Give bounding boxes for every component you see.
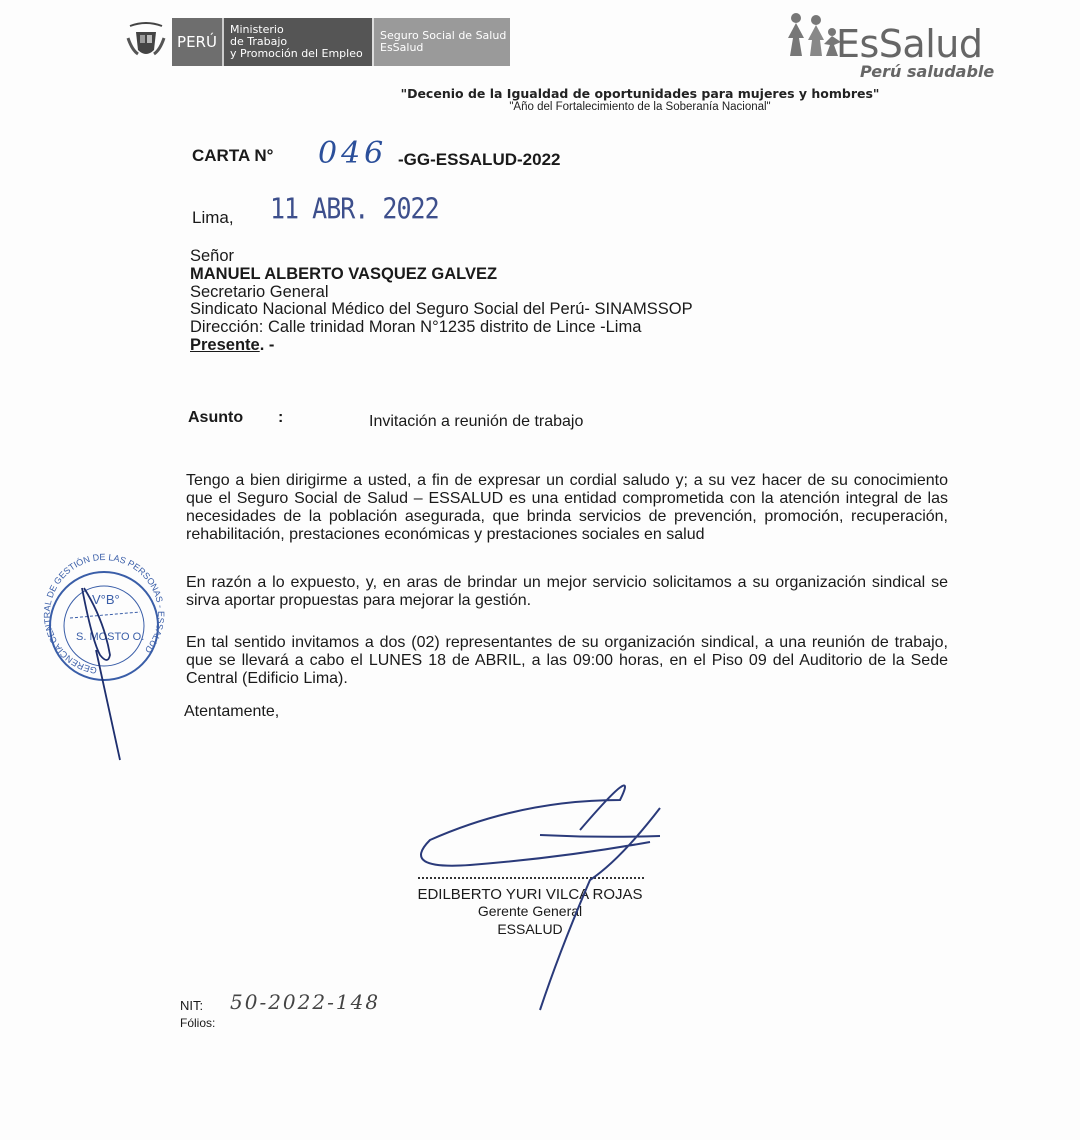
- essalud-logo-text: EsSalud: [836, 22, 983, 66]
- signer-role: Gerente General: [477, 903, 583, 919]
- ministerio-block: [224, 18, 374, 66]
- presente-label: Presente: [190, 335, 260, 354]
- essalud-block: [374, 18, 510, 66]
- nit-label: NIT:: [180, 998, 204, 1013]
- asunto-label: Asunto: [188, 409, 244, 426]
- signer-name: EDILBERTO YURI VILCA ROJAS: [417, 886, 643, 903]
- carta-label: CARTA N°: [192, 146, 274, 165]
- year-motto: "Año del Fortalecimiento de la Soberanía Nacional": [509, 101, 771, 113]
- body-paragraph: En tal sentido invitamos a dos (02) representantes de su organización sindical, a una reunión de trabajo, que se llevará a cabo el LUNES 18 de ABRIL, a las 09:00 horas, en el Piso 09 del Auditorio de la Sede Central (Edificio Lima).: [186, 634, 948, 687]
- closing: Atentamente,: [184, 703, 280, 720]
- government-header-bar: [124, 18, 510, 66]
- national-crest-icon: [124, 20, 168, 64]
- asunto-colon: :: [278, 409, 284, 426]
- date-stamp: 11 ABR. 2022: [270, 191, 439, 226]
- ministerio-line: y Promoción del Empleo: [230, 47, 363, 60]
- peru-block: [172, 18, 224, 66]
- carta-number-handwritten: 046: [318, 136, 388, 171]
- asunto-value: Invitación a reunión de trabajo: [369, 413, 584, 430]
- recipient-role: Secretario General: [190, 282, 329, 301]
- city-label: Lima,: [192, 208, 234, 227]
- recipient-block: [190, 248, 693, 355]
- approval-stamp: [42, 552, 166, 680]
- stamp-vb: V°B°: [92, 592, 120, 607]
- initials-signature: [82, 588, 120, 760]
- stamp-name: S. MOSTO O.: [76, 631, 145, 643]
- ministerio-line: Ministerio: [230, 23, 284, 36]
- salutation: Señor: [190, 247, 235, 265]
- recipient-organization: Sindicato Nacional Médico del Seguro Social del Perú- SINAMSSOP: [190, 300, 693, 319]
- seguro-line: Seguro Social de Salud: [380, 29, 507, 42]
- essalud-tagline: Perú saludable: [860, 62, 995, 81]
- decenio-motto: "Decenio de la Igualdad de oportunidades para mujeres y hombres": [400, 86, 880, 101]
- presente-suffix: . -: [259, 335, 275, 354]
- folios-label: Fólios:: [180, 1016, 216, 1030]
- signature-line: [418, 877, 644, 879]
- peru-label: PERÚ: [177, 33, 217, 51]
- body-paragraph: En razón a lo expuesto, y, en aras de brindar un mejor servicio solicitamos a su organización sindical se sirva aportar propuestas para mejorar la gestión.: [186, 574, 948, 609]
- recipient-address: Dirección: Calle trinidad Moran N°1235 distrito de Lince -Lima: [190, 318, 642, 337]
- seguro-line: EsSalud: [380, 41, 424, 54]
- carta-suffix: -GG-ESSALUD-2022: [398, 150, 561, 169]
- body-paragraph: Tengo a bien dirigirme a usted, a fin de expresar un cordial saludo y; a su vez hacer de su conocimiento que el Seguro Social de Salud – ESSALUD es una entidad comprometida con la atención integral de las necesidades de la población asegurada, que brinda servicios de prevención, promoción, recuperación, rehabilitación, prestaciones económicas y prestaciones sociales en salud: [186, 472, 948, 543]
- signer-organization: ESSALUD: [497, 921, 563, 937]
- family-logo-icon: [786, 12, 842, 60]
- recipient-name: MANUEL ALBERTO VASQUEZ GALVEZ: [190, 264, 498, 283]
- nit-value-handwritten: 50-2022-148: [230, 990, 381, 1014]
- stamp-ring-text: GERENCIA CENTRAL DE GESTIÓN DE LAS PERSONAS - ESSALUD: [42, 551, 167, 676]
- presente-line: [190, 337, 693, 355]
- ministerio-line: de Trabajo: [230, 35, 288, 48]
